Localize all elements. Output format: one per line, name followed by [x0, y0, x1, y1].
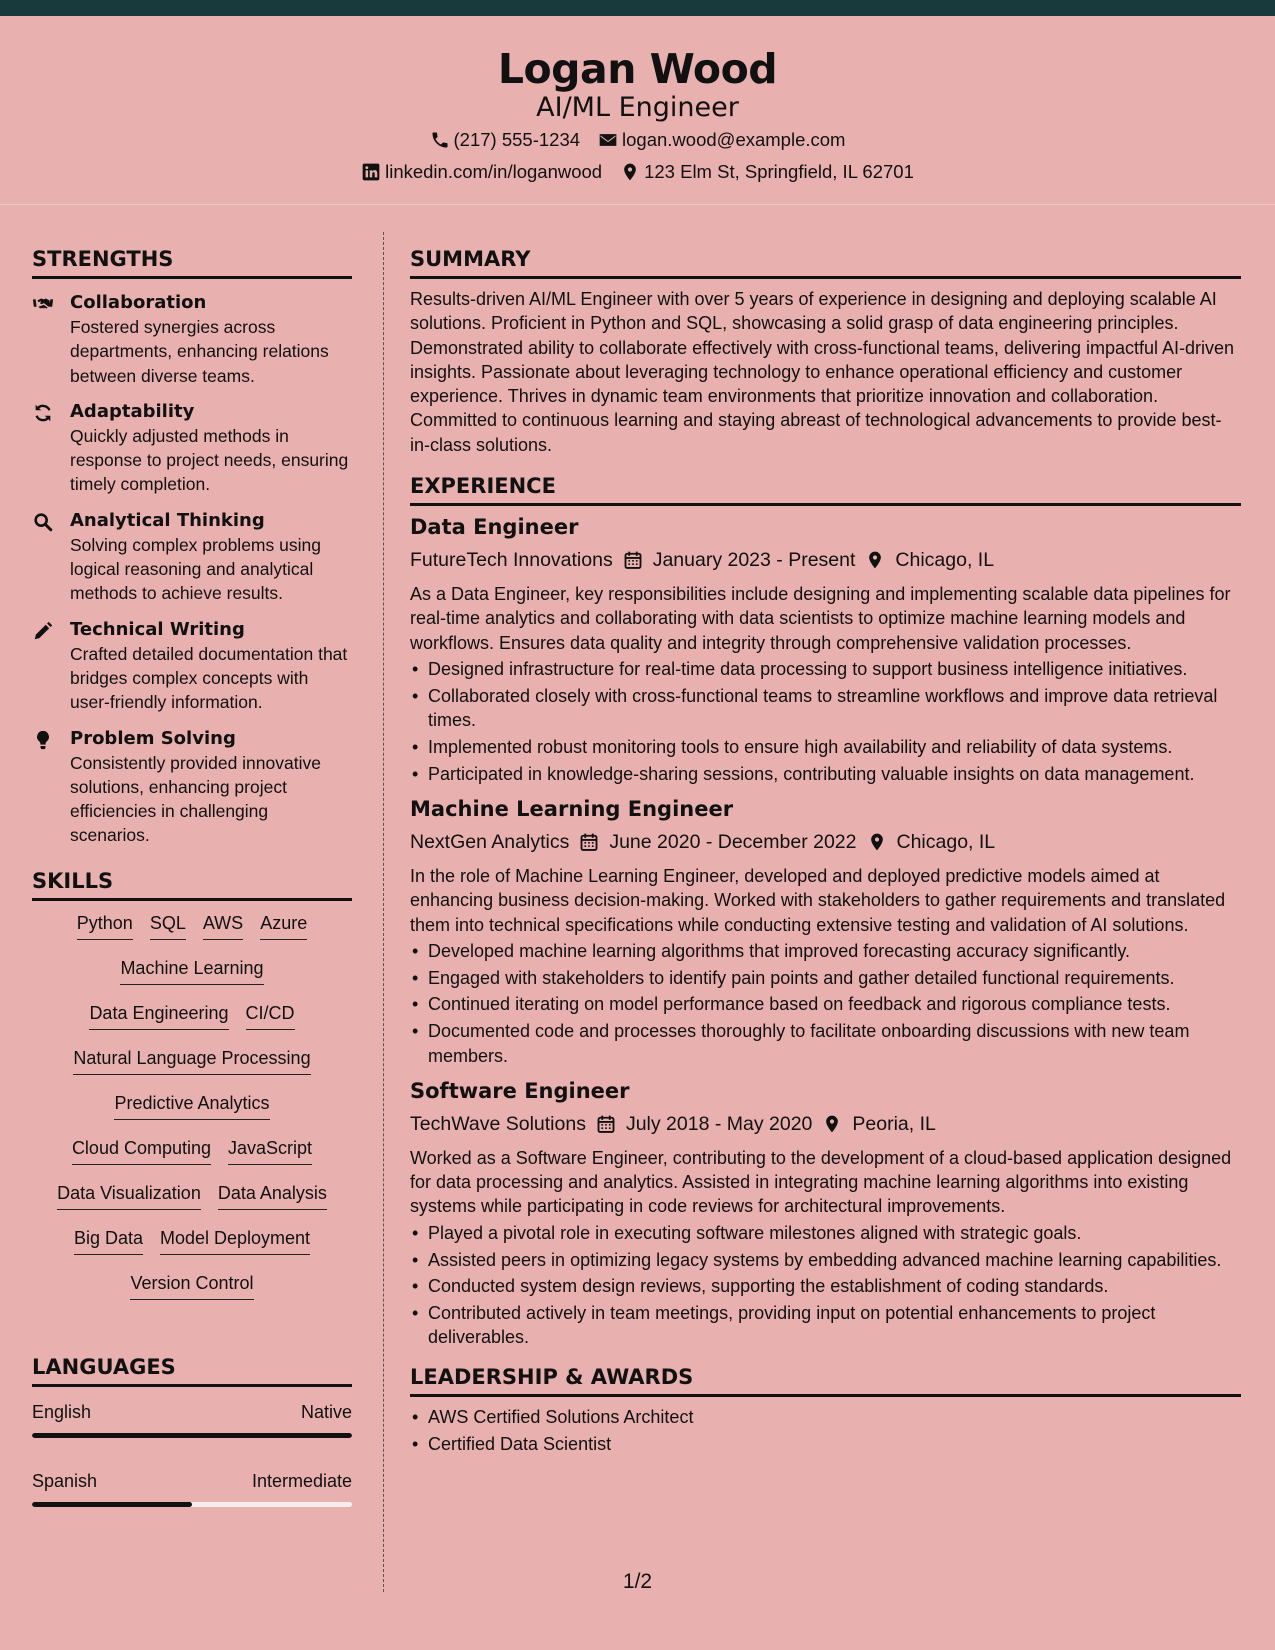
language-level: Intermediate: [251, 1470, 352, 1491]
skills-list: [32, 911, 352, 1316]
job-title: Data Engineer: [410, 515, 579, 540]
job-location: Chicago, IL: [895, 549, 995, 572]
phone-text: (217) 555-1234: [453, 129, 581, 150]
job-dates: January 2023 - Present: [652, 549, 856, 572]
strength-item: [32, 727, 352, 848]
job-title: Software Engineer: [410, 1078, 630, 1103]
languages-heading: LANGUAGES: [32, 1352, 352, 1387]
job-bullets: [410, 657, 1241, 786]
strength-title: Technical Writing: [70, 618, 245, 640]
contact-linkedin[interactable]: [361, 156, 602, 188]
job-company: TechWave Solutions: [410, 1112, 586, 1135]
page-number: 1/2: [622, 1570, 653, 1593]
linkedin-icon: [361, 162, 381, 182]
skill-tag: Model Deployment: [160, 1226, 310, 1255]
envelope-icon: [598, 130, 618, 150]
linkedin-text: linkedin.com/in/loganwood: [385, 161, 603, 182]
address-text: 123 Elm St, Springfield, IL 62701: [644, 161, 914, 182]
strength-desc: Crafted detailed documentation that bridges complex concepts with user-friendly information.: [70, 643, 348, 713]
strength-desc: Solving complex problems using logical reasoning and analytical methods to achieve results.: [70, 534, 321, 604]
list-item: • Designed infrastructure for real-time data processing to support business intelligence initiatives.: [410, 657, 1241, 681]
proficiency-fill: [32, 1433, 352, 1438]
list-item: • Played a pivotal role in executing software milestones aligned with strategic goals.: [410, 1221, 1241, 1245]
contact-row-1: [0, 124, 1275, 156]
strengths-heading: STRENGTHS: [32, 244, 352, 279]
strength-desc: Consistently provided innovative solutions, enhancing project efficiencies in challenging scenarios.: [70, 752, 321, 846]
job-bullets: [410, 1221, 1241, 1350]
lightbulb-icon: [32, 729, 54, 751]
language-proficiency-bar: [32, 1502, 352, 1507]
candidate-name: Logan Wood: [497, 45, 778, 93]
list-item: • Collaborated closely with cross-functional teams to streamline workflows and improve data retrieval times.: [410, 684, 1241, 733]
skill-tag: AWS: [203, 911, 243, 940]
resume-header: [0, 16, 1275, 204]
job-bullets: [410, 939, 1241, 1068]
search-icon: [32, 511, 54, 533]
column-divider: [383, 232, 384, 1592]
job-title: Machine Learning Engineer: [410, 796, 734, 821]
skill-tag: JavaScript: [228, 1136, 312, 1165]
left-column: [32, 244, 352, 1537]
skill-tag: Predictive Analytics: [114, 1091, 269, 1120]
strength-desc: Quickly adjusted methods in response to project needs, ensuring timely completion.: [70, 425, 349, 495]
skill-tag: Machine Learning: [120, 956, 263, 985]
header-separator: [0, 204, 1275, 205]
job-entry: [410, 1076, 1241, 1350]
job-entry: [410, 512, 1241, 786]
contact-row-2: [0, 156, 1275, 188]
skill-tag: Azure: [260, 911, 307, 940]
summary-heading: SUMMARY: [410, 244, 1241, 279]
job-entry: [410, 794, 1241, 1068]
skill-tag: Big Data: [74, 1226, 143, 1255]
list-item: • Documented code and processes thoroughly to facilitate onboarding discussions with new team members.: [410, 1019, 1241, 1068]
skill-tag: SQL: [150, 911, 186, 940]
strength-title: Problem Solving: [70, 727, 236, 749]
list-item: • Developed machine learning algorithms that improved forecasting accuracy significantly.: [410, 939, 1241, 963]
contact-address: [620, 156, 914, 188]
job-description: Worked as a Software Engineer, contributing to the development of a cloud-based application designed for data processing and analytics. Assisted in integrating machine learning algorithms into existing systems while participating in code reviews for architectural improvements.: [410, 1147, 1232, 1217]
calendar-icon: [579, 832, 599, 852]
strength-title: Collaboration: [70, 292, 207, 313]
email-text: logan.wood@example.com: [622, 129, 846, 150]
strength-desc: Fostered synergies across departments, enhancing relations between diverse teams.: [70, 317, 329, 386]
experience-heading: EXPERIENCE: [410, 471, 1241, 506]
map-pin-icon: [620, 162, 640, 182]
job-company: FutureTech Innovations: [410, 549, 613, 572]
awards-list: [410, 1405, 1241, 1456]
list-item: • Continued iterating on model performance based on feedback and rigorous compliance tests.: [410, 992, 1241, 1016]
summary-text: Results-driven AI/ML Engineer with over 5 years of experience in designing and deploying scalable AI solutions. Proficient in Python and SQL, showcasing a solid grasp of data engineering principles. Demonstrated ability to collaborate effectively with cross-functional teams, delivering impactful AI-driven insights. Passionate about leveraging technology to enhance operational efficiency and customer experience. Thrives in dynamic team environments that prioritize innovation and collaboration. Committed to continuous learning and staying abreast of technological advancements to provide best-in-class solutions.: [410, 289, 1235, 455]
strength-item: [32, 400, 352, 497]
list-item: • Contributed actively in team meetings, providing input on potential enhancements to project deliverables.: [410, 1301, 1241, 1350]
skill-tag: Python: [77, 911, 133, 940]
right-column: [410, 244, 1241, 1458]
list-item: • Conducted system design reviews, supporting the establishment of coding standards.: [410, 1274, 1241, 1298]
list-item: • Assisted peers in optimizing legacy systems by embedding advanced machine learning capabilities.: [410, 1248, 1241, 1272]
list-item: • Participated in knowledge-sharing sessions, contributing valuable insights on data management.: [410, 762, 1241, 786]
language-name: Spanish: [32, 1470, 98, 1491]
skill-tag: Version Control: [130, 1271, 253, 1300]
job-dates: July 2018 - May 2020: [625, 1112, 813, 1135]
language-name: English: [32, 1401, 92, 1422]
strength-title: Adaptability: [70, 400, 195, 422]
skill-tag: Cloud Computing: [72, 1136, 211, 1165]
job-meta: [410, 826, 1241, 858]
skill-tag: Natural Language Processing: [73, 1046, 310, 1075]
contact-email[interactable]: [598, 124, 845, 156]
strength-item: [32, 291, 352, 388]
job-location: Chicago, IL: [896, 830, 996, 853]
strength-item: [32, 509, 352, 606]
map-pin-icon: [865, 550, 885, 570]
map-pin-icon: [867, 832, 887, 852]
strength-item: [32, 618, 352, 715]
job-meta: [410, 544, 1241, 576]
skill-tag: Data Analysis: [218, 1181, 327, 1210]
contact-phone[interactable]: [430, 124, 581, 156]
job-description: In the role of Machine Learning Engineer, developed and deployed predictive models aimed at enhancing business decision-making. Worked with stakeholders to gather requirements and translated them into technical specifications while conducting extensive testing and validation of AI solutions.: [410, 865, 1226, 935]
job-dates: June 2020 - December 2022: [609, 830, 857, 853]
language-item: [32, 1468, 352, 1507]
skill-tag: Data Visualization: [57, 1181, 201, 1210]
skill-tag: CI/CD: [246, 1001, 295, 1030]
strength-title: Analytical Thinking: [70, 509, 265, 531]
awards-heading: LEADERSHIP & AWARDS: [410, 1362, 1241, 1397]
top-accent-bar: [0, 0, 1275, 16]
skill-tag: Data Engineering: [89, 1001, 228, 1030]
language-level: Native: [300, 1401, 352, 1422]
job-location: Peoria, IL: [852, 1112, 936, 1135]
job-meta: [410, 1108, 1241, 1140]
list-item: • Certified Data Scientist: [410, 1432, 1241, 1456]
list-item: • Implemented robust monitoring tools to ensure high availability and reliability of data systems.: [410, 735, 1241, 759]
calendar-icon: [596, 1114, 616, 1134]
job-company: NextGen Analytics: [410, 830, 570, 853]
handshake-icon: [32, 293, 54, 315]
refresh-icon: [32, 402, 54, 424]
pencil-icon: [32, 620, 54, 642]
languages-list: [32, 1399, 352, 1507]
list-item: • AWS Certified Solutions Architect: [410, 1405, 1241, 1429]
candidate-title: AI/ML Engineer: [536, 92, 739, 123]
job-description: As a Data Engineer, key responsibilities include designing and implementing scalable data pipelines for real-time analytics and collaborating with data scientists to optimize machine learning models and workflows. Ensures data quality and integrity through comprehensive validation processes.: [410, 584, 1231, 653]
map-pin-icon: [822, 1114, 842, 1134]
proficiency-fill: [32, 1502, 192, 1507]
list-item: • Engaged with stakeholders to identify pain points and gather detailed functional requirements.: [410, 966, 1241, 990]
calendar-icon: [623, 550, 643, 570]
phone-icon: [430, 130, 450, 150]
skills-heading: SKILLS: [32, 866, 352, 901]
language-proficiency-bar: [32, 1433, 352, 1438]
language-item: [32, 1399, 352, 1438]
